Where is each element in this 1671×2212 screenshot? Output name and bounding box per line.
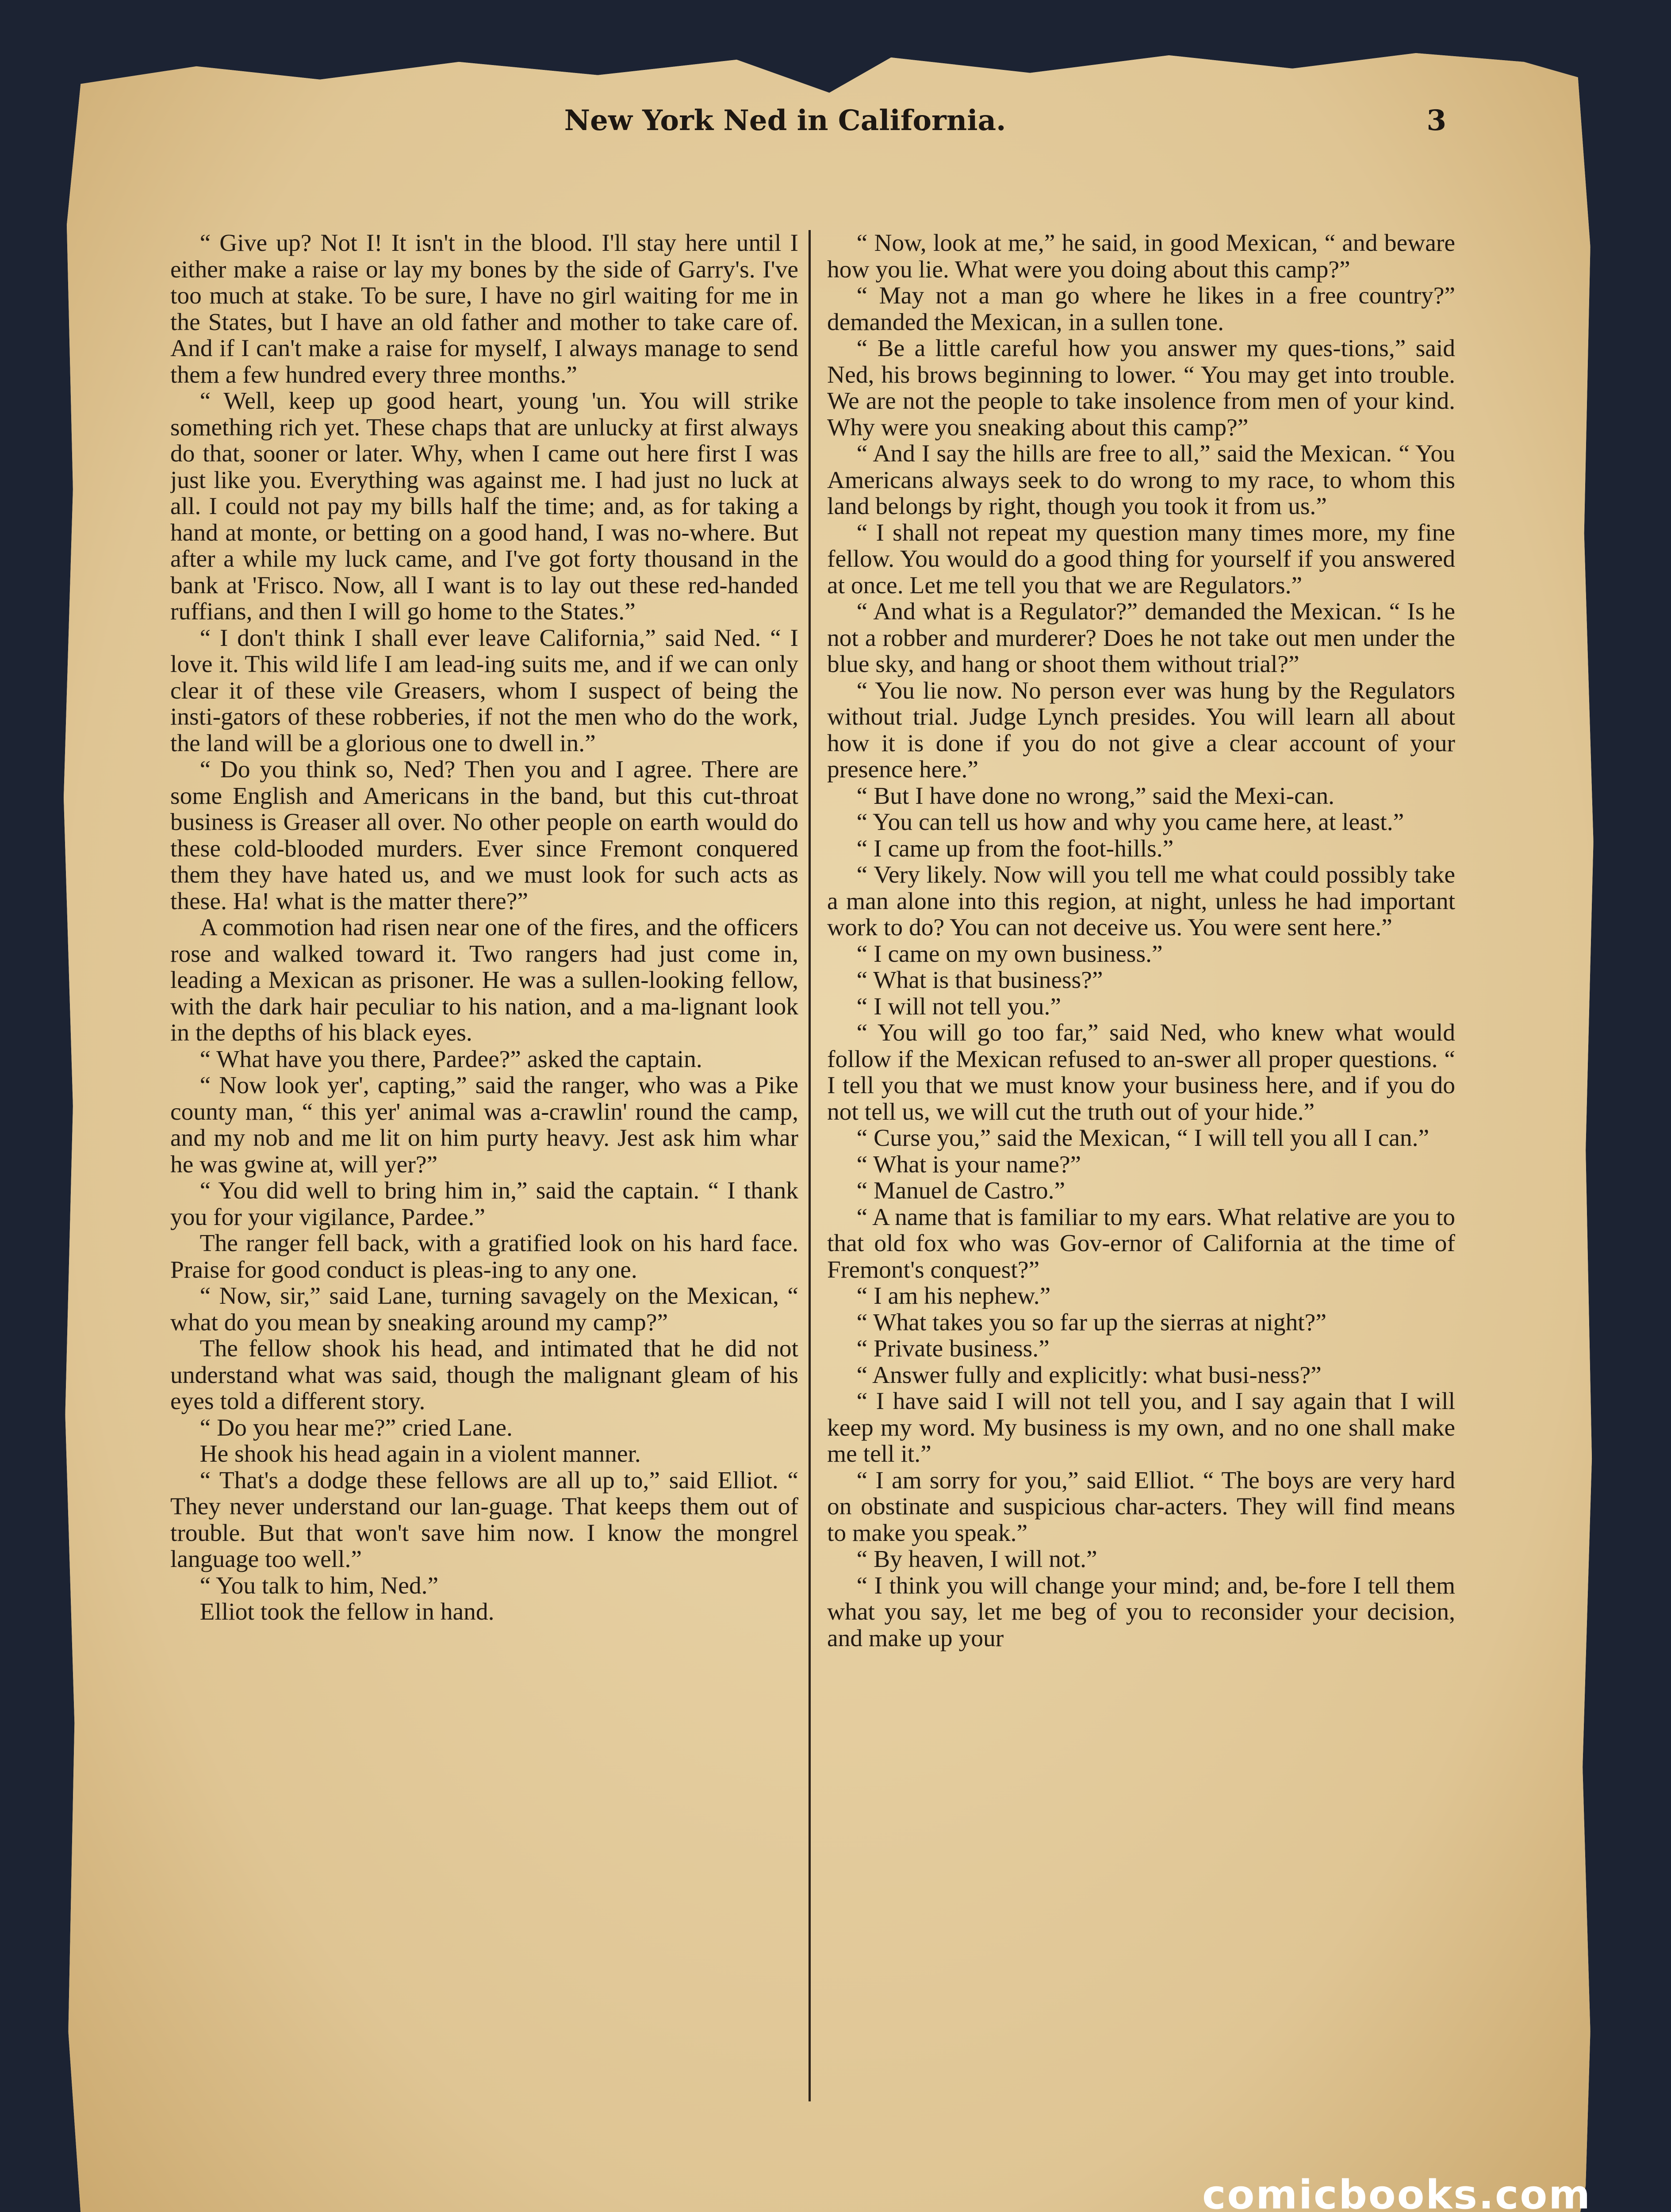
page-number: 3 — [1426, 104, 1446, 137]
paragraph: “ By heaven, I will not.” — [856, 1546, 1097, 1573]
paragraph: “ I came on my own business.” — [856, 940, 1163, 968]
paragraph: “ Very likely. Now will you tell me what could possibly take a man alone into this region, at night, unless he had important work to do? You can not deceive us. You were sent here.” — [827, 861, 1455, 941]
paragraph: “ But I have done no wrong,” said the Mexi-can. — [856, 782, 1334, 810]
paragraph: “ That's a dodge these fellows are all up to,” said Elliot. “ They never understand our lan-guage. That keeps them out of trouble. But that won't save him now. I know the mongrel language too well.” — [170, 1467, 798, 1573]
paragraph: “ I came up from the foot-hills.” — [856, 835, 1174, 862]
paragraph: “ I shall not repeat my question many times more, my fine fellow. You would do a good thing for yourself if you answered at once. Let me tell you that we are Regulators.” — [827, 519, 1455, 599]
paragraph: “ Now, sir,” said Lane, turning savagely on the Mexican, “ what do you mean by sneaking around my camp?” — [170, 1283, 798, 1336]
left-text-column — [170, 230, 798, 2110]
paragraph: “ What is that business?” — [856, 967, 1103, 994]
paragraph: “ You can tell us how and why you came here, at least.” — [856, 809, 1404, 836]
paragraph: “ Now, look at me,” he said, in good Mexican, “ and beware how you lie. What were you doing about this camp?” — [827, 230, 1455, 283]
paragraph: “ And what is a Regulator?” demanded the Mexican. “ Is he not a robber and murderer? Does he not take out men under the blue sky, and hang or shoot them without trial?” — [827, 598, 1455, 678]
paragraph: “ Private business.” — [856, 1335, 1050, 1362]
paragraph: “ You lie now. No person ever was hung by the Regulators without trial. Judge Lynch presides. You will learn all about how it is done if you do not give a clear account of your presence here.” — [827, 677, 1455, 783]
paragraph: “ I am his nephew.” — [856, 1283, 1051, 1310]
column-divider — [809, 230, 811, 2101]
right-text-column — [827, 230, 1455, 2110]
running-title: New York Ned in California. — [564, 104, 1006, 137]
paragraph: “ Curse you,” said the Mexican, “ I will tell you all I can.” — [856, 1125, 1430, 1152]
paragraph: “ You will go too far,” said Ned, who knew what would follow if the Mexican refused to an-swer all proper questions. “ I tell you that we must know your business here, and if you do not tell us, we will cut the truth out of your hide.” — [827, 1019, 1455, 1125]
paragraph: “ I am sorry for you,” said Elliot. “ The boys are very hard on obstinate and suspicious char-acters. They will find means to make you speak.” — [827, 1467, 1455, 1547]
paragraph: “ Do you think so, Ned? Then you and I agree. There are some English and Americans in the band, but this cut-throat business is Greaser all over. No other people on earth would do these cold-blooded murders. Ever since Fremont conquered them they have hated us, and we must look for such acts as these. Ha! what is the matter there?” — [170, 756, 798, 915]
paragraph: “ Now look yer', capting,” said the ranger, who was a Pike county man, “ this yer' animal was a-crawlin' round the camp, and my nob and me lit on him purty heavy. Jest ask him whar he was gwine at, will yer?” — [170, 1072, 798, 1178]
paragraph: “ May not a man go where he likes in a free country?” demanded the Mexican, in a sullen tone. — [827, 282, 1455, 336]
paragraph: “ You talk to him, Ned.” — [199, 1572, 439, 1599]
paragraph: “ I will not tell you.” — [856, 993, 1061, 1020]
paragraph: “ Be a little careful how you answer my ques-tions,” said Ned, his brows beginning to lower. “ You may get into trouble. We are not the people to take insolence from men of your kind. Why were you sneaking about this camp?” — [827, 335, 1455, 441]
paragraph: The fellow shook his head, and intimated that he did not understand what was said, though the malignant gleam of his eyes told a different story. — [170, 1335, 798, 1415]
paragraph: “ Manuel de Castro.” — [856, 1177, 1065, 1204]
paragraph: “ What takes you so far up the sierras at night?” — [856, 1309, 1326, 1336]
paragraph: Elliot took the fellow in hand. — [199, 1598, 494, 1625]
paragraph: “ Do you hear me?” cried Lane. — [199, 1414, 513, 1441]
page-header — [124, 104, 1446, 144]
paragraph: The ranger fell back, with a gratified look on his hard face. Praise for good conduct is pleas-ing to any one. — [170, 1230, 798, 1283]
watermark: comicbooks.com — [1202, 2172, 1591, 2212]
paragraph: “ You did well to bring him in,” said the captain. “ I thank you for your vigilance, Pardee.” — [170, 1177, 798, 1231]
paragraph: “ Answer fully and explicitly: what busi-ness?” — [856, 1361, 1322, 1389]
paragraph: “ A name that is familiar to my ears. What relative are you to that old fox who was Gov-ernor of California at the time of Fremont's conquest?” — [827, 1203, 1455, 1283]
paragraph: He shook his head again in a violent manner. — [199, 1440, 641, 1467]
paragraph: “ I think you will change your mind; and, be-fore I tell them what you say, let me beg of you to reconsider your decision, and make up your — [827, 1572, 1455, 1652]
paragraph: “ What have you there, Pardee?” asked the captain. — [199, 1045, 702, 1073]
paragraph: “ I don't think I shall ever leave California,” said Ned. “ I love it. This wild life I am lead-ing suits me, and if we can only clear it of these vile Greasers, whom I suspect of being the insti-gators of these robberies, if not the men who do the work, the land will be a glorious one to dwell in.” — [170, 624, 798, 757]
paragraph: “ Well, keep up good heart, young 'un. You will strike something rich yet. These chaps that are unlucky at first always do that, sooner or later. Why, when I came out here first I was just like you. Everything was against me. I had just no luck at all. I could not pay my bills half the time; and, as for taking a hand at monte, or betting on a good hand, I was no-where. But after a while my luck came, and I've got forty thousand in the bank at 'Frisco. Now, all I want is to lay out these red-handed ruffians, and then I will go home to the States.” — [170, 388, 798, 625]
paragraph: “ What is your name?” — [856, 1151, 1081, 1178]
paragraph: A commotion had risen near one of the fires, and the officers rose and walked toward it. Two rangers had just come in, leading a Mexican as prisoner. He was a sullen-looking fellow, with the dark hair peculiar to his nation, and a ma-lignant look in the depths of his black eyes. — [170, 914, 798, 1046]
paragraph: “ And I say the hills are free to all,” said the Mexican. “ You Americans always seek to do wrong to my race, to whom this land belongs by right, though you took it from us.” — [827, 440, 1455, 520]
paragraph: “ I have said I will not tell you, and I say again that I will keep my word. My business is my own, and no one shall make me tell it.” — [827, 1388, 1455, 1467]
paragraph: “ Give up? Not I! It isn't in the blood. I'll stay here until I either make a raise or lay my bones by the side of Garry's. I've too much at stake. To be sure, I have no girl waiting for me in the States, but I have an old father and mother to take care of. And if I can't make a raise for myself, I always manage to send them a few hundred every three months.” — [170, 230, 798, 388]
